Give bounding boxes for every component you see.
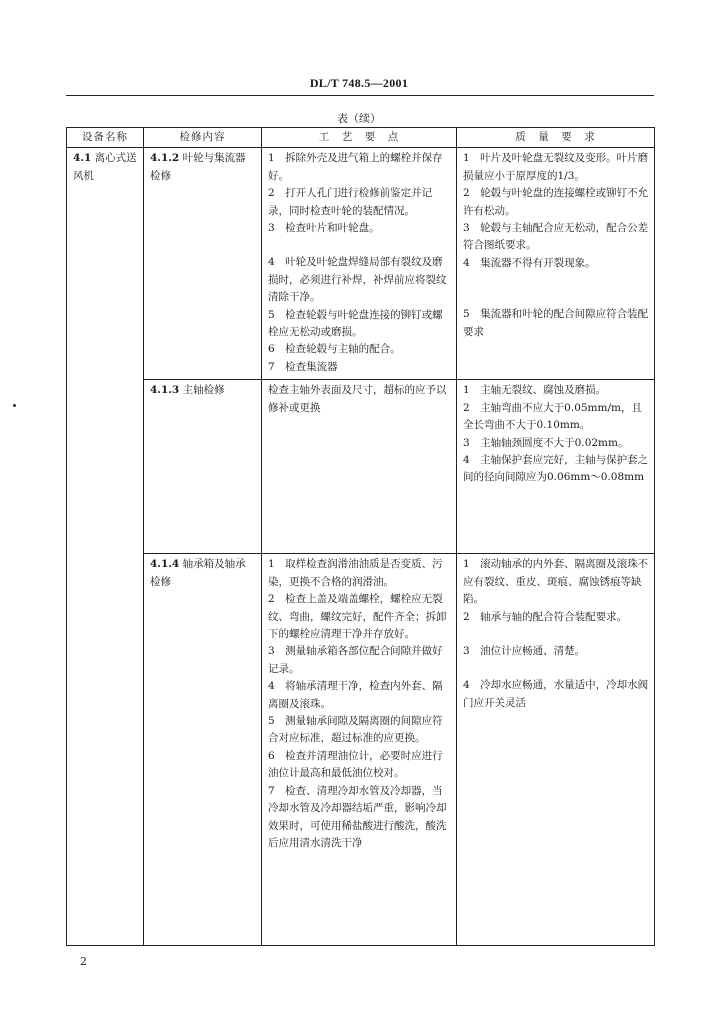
quality-item: 4 主轴保护套应完好，主轴与保护套之间的径向间隙应为0.06mm～0.08mm: [463, 454, 649, 484]
process-item: 检查主轴外表面及尺寸，超标的应予以修补或更换: [268, 384, 447, 414]
table-header-row: [67, 128, 655, 148]
document-code: DL/T 748.5—2001: [309, 76, 409, 90]
col-header-content: 检修内容: [144, 128, 262, 148]
quality-cell: [457, 148, 655, 380]
device-cell: [67, 148, 144, 946]
process-item: 7 检查、清理冷却水管及冷却器，当冷却水管及冷却器结垢严重，影响冷却效果时，可使用稀盐酸进行酸洗，酸洗后应用清水清洗干净: [268, 784, 447, 849]
spacer: [463, 272, 649, 306]
process-item: 4 将轴承清理干净，检查内外套、隔离圈及滚珠。: [268, 680, 443, 710]
table-row: [67, 554, 655, 946]
table-row: [67, 380, 655, 554]
process-item: 6 检查并清理油位计，必要时应进行油位计最高和最低油位校对。: [268, 749, 443, 780]
quality-item: 5 集流器和叶轮的配合间隙应符合装配要求: [463, 308, 649, 338]
quality-item: 3 轮毂与主轴配合应无松动，配合公差符合图纸要求。: [463, 222, 649, 252]
process-item: 3 检查叶片和叶轮盘。: [268, 222, 380, 235]
col-header-quality: 质 量 要 求: [457, 128, 655, 148]
section-cell: [144, 380, 262, 554]
device-name: 离心式送风机: [73, 152, 137, 182]
quality-item: 4 集流器不得有开裂现象。: [463, 256, 596, 269]
section-title: 轴承箱及轴承检修: [150, 558, 246, 588]
maintenance-table: [66, 127, 655, 946]
quality-cell: [457, 554, 655, 946]
section-title: 叶轮与集流器检修: [150, 152, 246, 182]
table-caption: 表（续）: [337, 112, 381, 125]
device-number: 4.1: [73, 152, 92, 165]
spacer: [268, 237, 451, 254]
process-item: 1 取样检查润滑油油质是否变质、污染，更换不合格的润滑油。: [268, 558, 443, 588]
spacer: [463, 626, 649, 643]
section-cell: [144, 148, 262, 380]
section-number: 4.1.4: [150, 558, 180, 571]
process-cell: [262, 380, 457, 554]
header-divider: [66, 95, 654, 96]
section-cell: [144, 554, 262, 946]
quality-item: 1 叶片及叶轮盘无裂纹及变形。叶片磨损量应小于原厚度的1/3。: [463, 152, 649, 182]
quality-item: 1 滚动轴承的内外套、隔离圈及滚珠不应有裂纹、重皮、斑痕、腐蚀锈痕等缺陷。: [463, 558, 649, 606]
process-cell: [262, 148, 457, 380]
quality-item: 4 冷却水应畅通，水量适中，冷却水阀门应开关灵活: [463, 679, 649, 709]
quality-cell: [457, 380, 655, 554]
process-item: 3 测量轴承箱各部位配合间隙并做好记录。: [268, 645, 443, 675]
spacer: [463, 660, 649, 677]
section-number: 4.1.3: [150, 384, 180, 397]
process-item: 2 检查上盖及端盖螺栓，螺栓应无裂纹、弯曲，螺纹完好，配件齐全；拆卸下的螺栓应清理干净并存放好。: [268, 593, 447, 641]
table-row: [67, 148, 655, 380]
process-item: 5 检查轮毂与叶轮盘连接的铆钉或螺栓应无松动或磨损。: [268, 308, 443, 339]
section-number: 4.1.2: [150, 152, 180, 165]
process-item: 4 叶轮及叶轮盘焊缝局部有裂纹及磨损时，必须进行补焊，补焊前应将裂纹清除干净。: [268, 256, 447, 304]
process-cell: [262, 554, 457, 946]
process-item: 1 拆除外壳及进气箱上的螺栓并保存好。: [268, 152, 443, 182]
col-header-process: 工 艺 要 点: [262, 128, 457, 148]
quality-item: 3 主轴轴颈圆度不大于0.02mm。: [463, 436, 629, 449]
quality-item: 2 轴承与轴的配合符合装配要求。: [463, 610, 628, 623]
quality-item: 2 主轴弯曲不应大于0.05mm/m，且全长弯曲不大于0.10mm。: [463, 401, 642, 432]
col-header-device: 设备名称: [67, 128, 144, 148]
process-item: 5 测量轴承间隙及隔离圈的间隙应符合对应标准，超过标准的应更换。: [268, 715, 443, 745]
process-item: 6 检查轮毂与主轴的配合。: [268, 343, 401, 356]
section-title: 主轴检修: [182, 384, 225, 397]
page-number: 2: [80, 955, 87, 968]
quality-item: 1 主轴无裂纹、腐蚀及磨损。: [463, 384, 607, 397]
process-item: 2 打开人孔门进行检修前鉴定并记录，同时检查叶轮的装配情况。: [268, 187, 433, 217]
quality-item: 2 轮毂与叶轮盘的连接螺栓或铆钉不允许有松动。: [463, 187, 649, 217]
quality-item: 3 油位计应畅通、清楚。: [463, 645, 586, 658]
process-item: 7 检查集流器: [268, 360, 338, 373]
scan-speck: [13, 404, 16, 407]
